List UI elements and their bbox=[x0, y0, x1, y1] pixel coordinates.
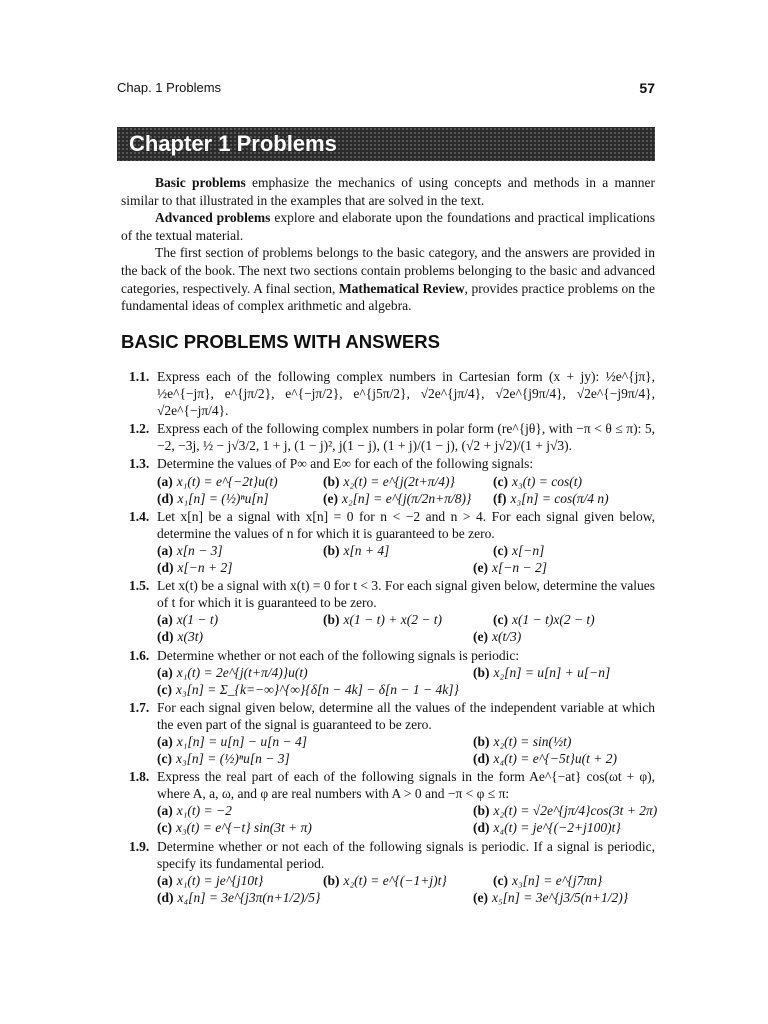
problem-part bbox=[493, 872, 653, 889]
part-expression: x(1 − t)x(2 − t) bbox=[511, 612, 595, 628]
problem-part bbox=[323, 490, 493, 507]
problem-part bbox=[473, 819, 653, 836]
part-label: (e) bbox=[473, 889, 488, 905]
part-label: (c) bbox=[157, 820, 172, 836]
intro-paragraph-sections bbox=[121, 244, 655, 314]
problem-parts-row bbox=[157, 872, 655, 889]
problem-item bbox=[121, 699, 655, 767]
problem-parts-row bbox=[157, 681, 655, 698]
problem-part bbox=[473, 889, 653, 906]
part-label: (c) bbox=[493, 612, 508, 628]
problem-number: 1.1. bbox=[129, 369, 150, 384]
part-expression: x₂[n] = u[n] + u[−n] bbox=[493, 664, 611, 680]
part-label: (a) bbox=[157, 542, 173, 558]
problem-part bbox=[157, 733, 473, 750]
part-expression: x₃[n] = e^{j7πn} bbox=[511, 872, 603, 888]
part-expression: x₄(t) = e^{−5t}u(t + 2) bbox=[493, 751, 617, 767]
problem-part bbox=[493, 542, 653, 559]
chapter-title: Chapter 1 Problems bbox=[129, 131, 337, 156]
intro-body: explore and elaborate upon the foundations and practical implications of the textual material. bbox=[121, 210, 656, 243]
problem-part bbox=[323, 473, 493, 490]
part-expression: x₅[n] = 3e^{j3/5(n+1/2)} bbox=[491, 889, 629, 905]
part-label: (d) bbox=[473, 751, 490, 767]
part-label: (f) bbox=[493, 490, 507, 506]
part-expression: x₁[n] = u[n] − u[n − 4] bbox=[176, 733, 308, 749]
part-expression: x₂(t) = √2e^{jπ/4}cos(3t + 2π) bbox=[493, 803, 658, 819]
part-label: (d) bbox=[473, 820, 490, 836]
part-label: (d) bbox=[157, 889, 174, 905]
problem-number: 1.7. bbox=[129, 699, 150, 715]
part-expression: x[n + 4] bbox=[343, 542, 390, 558]
problem-statement: Determine whether or not each of the following signals is periodic: bbox=[157, 647, 520, 663]
part-label: (d) bbox=[157, 560, 174, 576]
problem-number: 1.3. bbox=[129, 456, 150, 472]
problem-parts-row bbox=[157, 611, 655, 628]
problem-part bbox=[493, 490, 653, 507]
problem-part bbox=[157, 628, 473, 645]
problem-statement: Determine the values of P∞ and E∞ for each of the following signals: bbox=[157, 456, 534, 472]
problem-part bbox=[473, 664, 653, 681]
part-expression: x₂(t) = e^{j(2t+π/4)} bbox=[343, 473, 455, 489]
part-expression: x₄[n] = 3e^{j3π(n+1/2)/5} bbox=[177, 889, 321, 905]
part-expression: x(1 − t) + x(2 − t) bbox=[343, 612, 443, 628]
part-label: (b) bbox=[473, 803, 490, 819]
problem-parts-row bbox=[157, 802, 658, 819]
part-expression: x₁(t) = je^{j10t} bbox=[176, 872, 264, 888]
problem-statement: Express each of the following complex numbers in Cartesian form (x + jy): ½e^{jπ}, ½e^{−jπ}, e^{jπ/2}, e^{−jπ/2}, e^{j5π/2}, √2e^{jπ/4}, √2e^{j9π/4}, √2e^{−j9π/4}, √2e^{−jπ/4}. bbox=[157, 369, 655, 419]
problem-part bbox=[157, 889, 473, 906]
problem-part bbox=[157, 542, 323, 559]
problem-statement: Determine whether or not each of the following signals is periodic. If a signal is periodic, specify its fundamental period. bbox=[157, 838, 655, 871]
part-expression: x₃[n] = cos(π/4 n) bbox=[510, 490, 609, 506]
problem-parts-row bbox=[157, 750, 655, 767]
part-label: (b) bbox=[473, 733, 490, 749]
part-expression: x[−n] bbox=[511, 542, 545, 558]
problem-statement: Express the real part of each of the following signals in the form Ae^{−at} cos(ωt + φ), where A, a, ω, and φ are real numbers with A > 0 and −π < φ ≤ π: bbox=[157, 769, 655, 802]
part-label: (b) bbox=[323, 542, 340, 558]
problem-part bbox=[323, 872, 493, 889]
part-expression: x₂[n] = e^{j(π/2n+π/8)} bbox=[341, 490, 472, 506]
part-expression: x[n − 3] bbox=[176, 542, 223, 558]
problem-part bbox=[157, 750, 473, 767]
intro-term: Basic problems bbox=[155, 175, 246, 190]
problem-part bbox=[157, 611, 323, 628]
problem-item bbox=[121, 508, 655, 576]
part-label: (c) bbox=[157, 751, 172, 767]
part-label: (a) bbox=[157, 612, 173, 628]
page-number: 57 bbox=[639, 80, 655, 96]
part-expression: x₁(t) = 2e^{j(t+π/4)}u(t) bbox=[176, 664, 308, 680]
problem-list bbox=[121, 368, 658, 907]
part-expression: x₃(t) = cos(t) bbox=[511, 473, 583, 489]
part-expression: x₂(t) = e^{(−1+j)t} bbox=[343, 872, 447, 888]
problem-part bbox=[493, 611, 653, 628]
problem-part bbox=[473, 559, 653, 576]
problem-item bbox=[121, 768, 658, 836]
part-label: (d) bbox=[157, 490, 174, 506]
part-label: (c) bbox=[493, 473, 508, 489]
problem-item bbox=[121, 577, 655, 645]
intro-term: Advanced problems bbox=[155, 210, 271, 226]
problem-number: 1.6. bbox=[129, 647, 150, 663]
problem-part bbox=[473, 628, 653, 645]
problem-part bbox=[473, 750, 653, 767]
problem-statement: Let x(t) be a signal with x(t) = 0 for t < 3. For each signal given below, determine the values of t for which it is guaranteed to be zero. bbox=[157, 578, 655, 611]
part-expression: x₃[n] = (½)ⁿu[n − 3] bbox=[175, 751, 290, 767]
intro-text bbox=[121, 174, 655, 315]
problem-item bbox=[121, 838, 655, 906]
problem-part bbox=[157, 802, 473, 819]
part-expression: x₁[n] = (½)ⁿu[n] bbox=[177, 490, 269, 506]
problem-parts-row bbox=[157, 819, 655, 836]
problem-statement: Let x[n] be a signal with x[n] = 0 for n < −2 and n > 4. For each signal given below, determine the values of n for which it is guaranteed to be zero. bbox=[157, 508, 655, 541]
problem-item bbox=[121, 368, 655, 419]
part-label: (a) bbox=[157, 872, 173, 888]
intro-paragraph-advanced bbox=[121, 209, 655, 244]
part-expression: x₂(t) = sin(½t) bbox=[493, 733, 572, 749]
problem-part bbox=[157, 473, 323, 490]
part-label: (d) bbox=[157, 629, 174, 645]
problem-parts-row bbox=[157, 733, 655, 750]
part-label: (e) bbox=[323, 490, 338, 506]
problem-part bbox=[157, 664, 473, 681]
problem-part bbox=[323, 542, 493, 559]
part-label: (b) bbox=[473, 664, 490, 680]
part-label: (c) bbox=[157, 681, 172, 697]
part-label: (a) bbox=[157, 664, 173, 680]
problem-part bbox=[493, 473, 653, 490]
problem-parts-row bbox=[157, 473, 655, 490]
intro-body: emphasize the mechanics of using concepts and methods in a manner similar to that illustrated in the examples that are solved in the text. bbox=[121, 175, 655, 208]
part-expression: x₁(t) = −2 bbox=[176, 803, 232, 819]
part-label: (b) bbox=[323, 612, 340, 628]
problem-parts-row bbox=[157, 628, 655, 645]
part-label: (c) bbox=[493, 872, 508, 888]
intro-body: , provides practice problems on the fundamental ideas of complex arithmetic and algebra. bbox=[121, 280, 655, 314]
part-label: (a) bbox=[157, 803, 173, 819]
problem-part bbox=[157, 681, 473, 698]
problem-parts-row bbox=[157, 664, 655, 681]
part-expression: x(t/3) bbox=[491, 629, 522, 645]
problem-part bbox=[157, 490, 323, 507]
part-label: (e) bbox=[473, 560, 488, 576]
part-label: (b) bbox=[323, 473, 340, 489]
problem-part bbox=[157, 559, 473, 576]
problem-item bbox=[121, 647, 655, 698]
problem-part bbox=[473, 802, 658, 819]
part-expression: x[−n − 2] bbox=[491, 560, 547, 576]
part-expression: x₃[n] = Σ_{k=−∞}^{∞}{δ[n − 4k] − δ[n − 1 − 4k]} bbox=[175, 681, 459, 697]
part-expression: x[−n + 2] bbox=[177, 560, 233, 576]
problem-number: 1.4. bbox=[129, 508, 150, 524]
problem-part bbox=[157, 819, 473, 836]
chapter-banner bbox=[117, 127, 655, 161]
part-label: (a) bbox=[157, 733, 173, 749]
problem-number: 1.9. bbox=[129, 838, 150, 854]
problem-part bbox=[157, 872, 323, 889]
part-expression: x₄(t) = je^{(−2+j100)t} bbox=[493, 820, 621, 836]
running-head-chapter: Chap. 1 Problems bbox=[117, 80, 222, 95]
problem-item bbox=[121, 420, 655, 454]
problem-item bbox=[121, 455, 655, 506]
part-expression: x(1 − t) bbox=[176, 612, 219, 628]
part-label: (c) bbox=[493, 542, 508, 558]
part-expression: x(3t) bbox=[177, 629, 203, 645]
part-label: (b) bbox=[323, 872, 340, 888]
problem-statement: For each signal given below, determine all the values of the independent variable at which the even part of the signal is guaranteed to be zero. bbox=[157, 699, 655, 732]
problem-parts-row bbox=[157, 542, 655, 559]
intro-term: Mathematical Review bbox=[338, 280, 465, 296]
section-heading: BASIC PROBLEMS WITH ANSWERS bbox=[121, 331, 440, 352]
problem-part bbox=[323, 611, 493, 628]
problem-number: 1.2. bbox=[129, 421, 150, 437]
part-label: (a) bbox=[157, 473, 173, 489]
part-label: (e) bbox=[473, 629, 488, 645]
problem-statement: Express each of the following complex numbers in polar form (re^{jθ}, with −π < θ ≤ π): 5, −2, −3j, ½ − j√3/2, 1 + j, (1 − j)², j(1 − j), (1 + j)/(1 − j), (√2 + j√2)/(1 + j√3). bbox=[157, 421, 655, 454]
part-expression: x₁(t) = e^{−2t}u(t) bbox=[176, 473, 278, 489]
problem-number: 1.8. bbox=[129, 769, 150, 785]
part-expression: x₃(t) = e^{−t} sin(3t + π) bbox=[175, 820, 312, 836]
problem-parts-row bbox=[157, 559, 655, 576]
problem-part bbox=[473, 733, 653, 750]
intro-paragraph-basic bbox=[121, 174, 655, 209]
problem-parts-row bbox=[157, 490, 655, 507]
problem-number: 1.5. bbox=[129, 578, 150, 594]
intro-body: The first section of problems belongs to the basic category, and the answers are provided in the back of the book. The next two sections contain problems belonging to the basic and advanced categories, respectively. A final section, bbox=[121, 245, 655, 296]
problem-parts-row bbox=[157, 889, 655, 906]
